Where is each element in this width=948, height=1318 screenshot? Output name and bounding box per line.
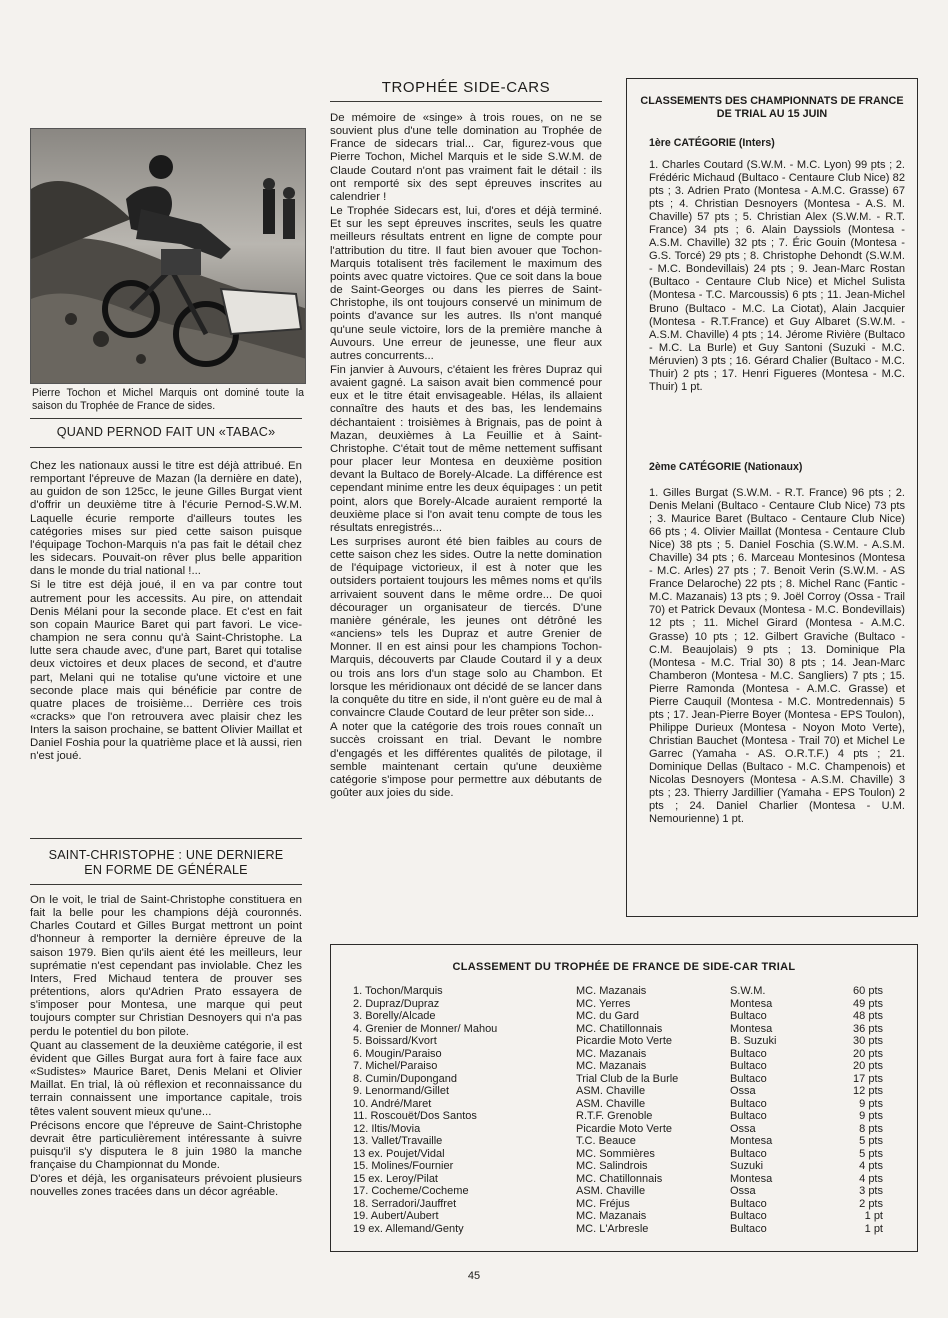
club-cell: MC. Yerres — [576, 997, 631, 1010]
points-cell: 20 pts — [853, 1047, 883, 1060]
category-2-results: 1. Gilles Burgat (S.W.M. - R.T. France) 96 pts ; 2. Denis Melani (Bultaco - Centaure Club Nice) 73 pts ; 3. Maurice Baret (Bultaco - Centaure Club Nice) 66 pts ; 4. Olivier Maillat (Montesa - Centaure Club Nice) 38 pts ; 5. Daniel Foschia (S.W.M. - A.S.M. Chaville) 34 pts ; 6. Marceau Montesinos (Montesa - M.C. Arles) 27 pts ; 7. Benoit Verin (S.W.M. - AS France Delaroche) 22 pts ; 8. Michel Ranc (Fantic - M.C. Mazanais) 13 pts ; 9. Joël Corroy (Ossa - Trail 70) et Patrick Devaux (Montesa - M.C. Bondevillais) 12 pts ; 11. Michel Girard (Montesa - A.M.C. Grasse) 10 pts ; 12. Gilbert Graviche (Bultaco - C.M. Beaujolais) 9 pts ; 13. Dominique Pla (Montesa - M.C. Trial 30) 8 pts ; 14. Jean-Marc Chamberon (Montesa - M.C. Sangliers) 7 pts ; 15. Pierre Ramonda (Montesa - A.M.C. Grasse) et Pierre Cauquil (Montesa - M.C. Montredennais) 5 pts ; 17. Jean-Pierre Boyer (Montesa - EPS Toulon), Philippe Durieux (Montesa - Noyon Moto Verte), Christian Bauchet (Montesa - Trail 70) et Michel Le Garrec (Yamaha - AS. O.R.T.F.) 4 pts ; 21. Dominique Dellas (Bultaco - M.C. Champenois) et Nicolas Desnoyers (Montesa - A.S.M. Chaville) 3 pts ; 23. Thierry Jardillier (Yamaha - EPS Toulon) 2 pts ; 24. Daniel Charlier (Montesa - U.M. Nemourienne) 1 pt. — [649, 487, 905, 826]
club-cell: T.C. Beauce — [576, 1135, 636, 1147]
saint-christophe-article — [30, 894, 302, 1200]
points-cell: 2 pts — [859, 1197, 883, 1210]
points-cell: 4 pts — [859, 1160, 883, 1172]
club-cell: ASM. Chaville — [576, 1097, 646, 1110]
club-cell: MC. Salindrois — [576, 1160, 648, 1172]
sidecar-paragraph: Le Trophée Sidecars est, lui, d'ores et déjà terminé. Et sur les sept épreuves inscrites, seuls les quatre meilleurs résultats entrent en ligne de compte pour l'attribution du titre. Il faut bien avouer que Tochon-Marquis totalisent très facilement le maximum des points avec quatre victoires. Que ce soit dans la boue de Saint-Georges ou dans les pierres de Saint-Christophe, ils ont toujours conservé un minimum de points d'avance sur les autres. Ils n'ont manqué qu'une seule victoire, lors de la première manche à Auvours. Une erreur de jeunesse, une fleur aux autres concurrents... — [330, 205, 602, 362]
make-cell: Montesa — [730, 1022, 773, 1035]
table-row — [353, 1123, 883, 1136]
table-row — [353, 1173, 883, 1186]
club-cell: Picardie Moto Verte — [576, 1035, 672, 1047]
crew-cell: 8. Cumin/Dupongand — [353, 1072, 457, 1085]
club-cell: ASM. Chaville — [576, 1185, 646, 1197]
divider — [30, 838, 302, 839]
crew-cell: 2. Dupraz/Dupraz — [353, 997, 440, 1010]
crew-cell: 15. Molines/Fournier — [353, 1160, 454, 1172]
make-cell: Bultaco — [730, 1047, 767, 1060]
divider — [30, 418, 302, 419]
table-row — [353, 1085, 883, 1098]
crew-cell: 5. Boissard/Kvort — [353, 1035, 437, 1047]
divider — [330, 101, 602, 102]
table-row — [353, 1098, 883, 1111]
table-row — [353, 1035, 883, 1048]
make-cell: Bultaco — [730, 1072, 767, 1085]
make-cell: Bultaco — [730, 1097, 767, 1110]
make-cell: Bultaco — [730, 1210, 767, 1222]
sidecar-paragraph: Les surprises auront été bien faibles au cours de cette saison chez les sides. Outre la nette domination de l'équipage victorieux, il est à noter que les outsiders portaient toujours les mêmes noms et qu'ils arrivaient souvent dans le même ordre... De quoi décourager un organisateur de tiercés. D'une manière générale, les jeunes ont détrôné les «anciens» tels les Dupraz et autre Grenier de Monner. Il en est ainsi pour les champions Tochon-Marquis, découverts par Claude Coutard il y a deux ou trois ans lors d'un stage solo au Chambon. Et lorsque les méridionaux ont décidé de se lancer dans la conquête du titre en side, il n'ont guère eu de mal à convaincre Claude Coutard de leur prêter son side... — [330, 536, 602, 720]
saint-christophe-title — [30, 848, 302, 878]
photo-caption: Pierre Tochon et Michel Marquis ont dominé toute la saison du Trophée de France de sides. — [32, 387, 304, 412]
make-cell: Ossa — [730, 1085, 756, 1097]
make-cell: Montesa — [730, 1135, 773, 1147]
club-cell: Trial Club de la Burle — [576, 1072, 679, 1085]
club-cell: R.T.F. Grenoble — [576, 1110, 653, 1122]
points-cell: 5 pts — [859, 1147, 883, 1160]
points-cell: 60 pts — [853, 985, 883, 997]
crew-cell: 18. Serradori/Jauffret — [353, 1197, 457, 1210]
sidecar-standings-box — [330, 944, 918, 1252]
table-row — [353, 1060, 883, 1073]
table-row — [353, 985, 883, 998]
crew-cell: 13. Vallet/Travaille — [353, 1135, 443, 1147]
points-cell: 36 pts — [853, 1022, 883, 1035]
category-1-title: 1ère CATÉGORIE (Inters) — [649, 137, 775, 149]
points-cell: 49 pts — [853, 997, 883, 1010]
divider — [30, 447, 302, 448]
pernod-paragraph: Chez les nationaux aussi le titre est déjà attribué. En remportant l'épreuve de Mazan (la dernière en date), au guidon de son 125cc, le jeune Gilles Burgat vient d'offrir un deuxième titre à l'écurie Pernod-S.W.M. Laquelle écurie remporte d'ailleurs toutes les catégories mises sur pied cette saison puisque l'équipage Tochon-Marquis n'a pas fait le détail chez les sidecars. Pouvait-on rêver plus belle apparition dans le monde du trial national !... — [30, 460, 302, 578]
crew-cell: 11. Roscouët/Dos Santos — [353, 1110, 477, 1122]
points-cell: 12 pts — [853, 1085, 883, 1097]
table-row — [353, 1198, 883, 1211]
category-2-title: 2ème CATÉGORIE (Nationaux) — [649, 461, 803, 473]
saint-christophe-title-line2: EN FORME DE GÉNÉRALE — [84, 863, 248, 877]
points-cell: 9 pts — [859, 1097, 883, 1110]
crew-cell: 15 ex. Leroy/Pilat — [353, 1172, 438, 1185]
table-row — [353, 1135, 883, 1148]
crew-cell: 17. Cocheme/Cocheme — [353, 1185, 469, 1197]
points-cell: 30 pts — [853, 1035, 883, 1047]
club-cell: MC. Mazanais — [576, 985, 647, 997]
club-cell: MC. Mazanais — [576, 1047, 647, 1060]
club-cell: MC. Mazanais — [576, 1060, 647, 1072]
make-cell: Suzuki — [730, 1160, 764, 1172]
club-cell: ASM. Chaville — [576, 1085, 646, 1097]
club-cell: MC. Mazanais — [576, 1210, 647, 1222]
crew-cell: 1. Tochon/Marquis — [353, 985, 443, 997]
make-cell: Montesa — [730, 1172, 773, 1185]
table-row — [353, 1010, 883, 1023]
make-cell: Bultaco — [730, 1147, 767, 1160]
make-cell: Montesa — [730, 997, 773, 1010]
points-cell: 9 pts — [859, 1110, 883, 1122]
crew-cell: 9. Lenormand/Gillet — [353, 1085, 449, 1097]
saint-christophe-title-line1: SAINT-CHRISTOPHE : UNE DERNIERE — [48, 848, 284, 862]
points-cell: 5 pts — [859, 1135, 883, 1147]
table-row — [353, 1148, 883, 1161]
pernod-paragraph: Si le titre est déjà joué, il en va par contre tout autrement pour les accessits. Au pire, on attendait Denis Mélani pour la seconde place. Et c'est en fait son copain Maurice Baret qui part favori. Le vice-champion ne sera connu qu'à Saint-Christophe. La lutte sera chaude avec, d'une part, Baret qui totalise deux victoires et deux places de second, et d'autre part, Melani qui ne totalise qu'une victoire et une seconde place mais qui bénéficie par contre de quatre places de troisième... Derrière ces trois «cracks» que l'on retrouvera avec plaisir chez les Inters la saison prochaine, se battent Olivier Maillat et Daniel Foshia pour la quatrième place et là aussi, rien n'est joué. — [30, 579, 302, 763]
crew-cell: 19. Aubert/Aubert — [353, 1210, 439, 1222]
crew-cell: 10. André/Maret — [353, 1097, 432, 1110]
saint-christophe-paragraph: Précisons encore que l'épreuve de Saint-Christophe devrait être particulièrement intéressante à suivre puisqu'il s'y disputera le 8 juin 1980 la manche française du Championnat du Monde. — [30, 1119, 302, 1172]
table-row — [353, 1223, 883, 1236]
sidecar-article — [330, 112, 602, 800]
club-cell: Picardie Moto Verte — [576, 1122, 672, 1135]
table-row — [353, 1185, 883, 1198]
saint-christophe-paragraph: On le voit, le trial de Saint-Christophe constituera en fait la belle pour les champions déjà couronnés. Charles Coutard et Gilles Burgat mettront un point d'honneur à remporter la dernière épreuve de la saison 1979. Bien qu'ils aient été les meilleurs, leur suprématie n'est cependant pas inviolable. Chez les Inters, Fred Michaud tentera de prouver ses prétentions, alors qu'Adrien Prato essayera de s'imposer pour Montesa, une marque qui peut toujours compter sur Christian Desnoyers qui n'a pas perdu le potentiel du bon pilote. — [30, 894, 302, 1038]
sidecar-standings-table — [353, 985, 883, 1235]
table-row — [353, 1073, 883, 1086]
points-cell: 1 pt — [864, 1210, 883, 1222]
club-cell: MC. Sommières — [576, 1147, 655, 1160]
points-cell: 48 pts — [853, 1010, 883, 1022]
table-row — [353, 1160, 883, 1173]
make-cell: S.W.M. — [730, 985, 766, 997]
table-row — [353, 1210, 883, 1223]
saint-christophe-paragraph: Quant au classement de la deuxième catégorie, il est évident que Gilles Burgat aura fort à faire face aux «Sudistes» Maurice Baret, Denis Melani et Olivier Maillat. En trial, là où réflexion et reconnaissance du terrain connaissent une importance capitale, trois têtes valent souvent mieux qu'une... — [30, 1039, 302, 1118]
championship-standings-box — [626, 78, 918, 917]
club-cell: MC. Chatillonnais — [576, 1172, 663, 1185]
crew-cell: 3. Borelly/Alcade — [353, 1010, 436, 1022]
sidecar-paragraph: A noter que la catégorie des trois roues connaît un succès croissant en trial. Devant le nombre d'engagés et les différentes qualités de pilotage, il semble maintenant certain qu'une deuxième catégorie s'impose pour permettre aux débutants de goûter aux joies du side. — [330, 721, 602, 799]
sidecar-photo-image — [31, 129, 306, 384]
club-cell: MC. Fréjus — [576, 1197, 630, 1210]
make-cell: Bultaco — [730, 1197, 767, 1210]
table-row — [353, 1023, 883, 1036]
points-cell: 8 pts — [859, 1122, 883, 1135]
championship-title: CLASSEMENTS DES CHAMPIONNATS DE FRANCE DE TRIAL AU 15 JUIN — [640, 95, 904, 120]
make-cell: B. Suzuki — [730, 1035, 777, 1047]
make-cell: Bultaco — [730, 1060, 767, 1072]
pernod-article — [30, 460, 302, 764]
crew-cell: 7. Michel/Paraiso — [353, 1060, 438, 1072]
table-row — [353, 1110, 883, 1123]
table-row — [353, 1048, 883, 1061]
crew-cell: 4. Grenier de Monner/ Mahou — [353, 1022, 498, 1035]
sidecar-paragraph: De mémoire de «singe» à trois roues, on ne se souvient plus d'une telle domination au Trophée de France de sidecars trial... Car, figurez-vous que Pierre Tochon, Michel Marquis et le side S.W.M. de Claude Coutard n'ont pas vraiment fait le détail : ils ont remporté six des sept épreuves inscrites au calendrier ! — [330, 112, 602, 203]
club-cell: MC. du Gard — [576, 1010, 639, 1022]
table-row — [353, 998, 883, 1011]
points-cell: 4 pts — [859, 1172, 883, 1185]
pernod-title: QUAND PERNOD FAIT UN «TABAC» — [56, 425, 276, 439]
sidecar-title: TROPHÉE SIDE-CARS — [381, 79, 551, 96]
make-cell: Bultaco — [730, 1222, 767, 1235]
points-cell: 17 pts — [853, 1072, 883, 1085]
sidecar-table-title: CLASSEMENT DU TROPHÉE DE FRANCE DE SIDE-CAR TRIAL — [452, 961, 796, 973]
crew-cell: 13 ex. Poujet/Vidal — [353, 1147, 445, 1160]
make-cell: Bultaco — [730, 1010, 767, 1022]
club-cell: MC. L'Arbresle — [576, 1222, 649, 1235]
divider — [30, 884, 302, 885]
saint-christophe-paragraph: D'ores et déjà, les organisateurs prévoient plusieurs nouvelles zones tracées dans un décor agréable. — [30, 1173, 302, 1199]
points-cell: 20 pts — [853, 1060, 883, 1072]
points-cell: 3 pts — [859, 1185, 883, 1197]
crew-cell: 19 ex. Allemand/Genty — [353, 1222, 464, 1235]
make-cell: Ossa — [730, 1185, 756, 1197]
category-1-results: 1. Charles Coutard (S.W.M. - M.C. Lyon) 99 pts ; 2. Frédéric Michaud (Bultaco - Centaure Club Nice) 82 pts ; 3. Adrien Prato (Montesa - A.M.C. Grasse) 67 pts ; 4. Christian Desnoyers (Montesa - A.S. M. Chaville) 57 pts ; 5. Christian Alex (S.W.M. - R.T. France) 34 pts ; 6. Alain Dayssiols (Montesa - A.S.M. Chaville) 32 pts ; 7. Éric Gouin (Montesa - G.S. Torcé) 29 pts ; 8. Christophe Dehondt (S.W.M. - M.C. Bondevillais) 24 pts ; 9. Jean-Marc Rostan (Bultaco - Centaure Club Nice) et Michel Sulista (Montesa - T.C. Marcoussis) 6 pts ; 11. Jean-Michel Bruno (Bultaco - M.C. La Ciotat), Alain Jacquier (Montesa - R.T.France) et Guy Albaret (S.W.M. - A.S.M. Chaville) 4 pts ; 14. Jérome Rivière (Bultaco - M.C. La Burle) et Guy Santoni (Suzuki - M.C. Méruvien) 3 pts ; 16. Gérard Chalier (Bultaco - M.C. Thuir) 2 pts ; 17. Henri Figueres (Montesa - M.C. Thuir) 1 pt. — [649, 159, 905, 393]
sidecar-photo — [30, 128, 306, 384]
make-cell: Bultaco — [730, 1110, 767, 1122]
sidecar-paragraph: Fin janvier à Auvours, c'étaient les frères Dupraz qui avaient gagné. La saison avait bien commencé pour eux et le titre était envisageable. Hélas, ils allaient connaître des hauts et des bas, les lendemains déchantaient : troisièmes à Brignais, pas de point à Mazan, deuxièmes à La Feuillie et à Saint-Christophe. C'était tout de même nettement suffisant pour placer leur Montesa en deuxième position devant la Bultaco de Borely-Alcade. La différence est cependant minime entre les deux équipages : un petit point, alors que Borely-Alcade auraient remporté la deuxième place si l'on avait tenu compte de tous les résultats enregistrés... — [330, 363, 602, 534]
club-cell: MC. Chatillonnais — [576, 1022, 663, 1035]
crew-cell: 12. Iltis/Movia — [353, 1122, 421, 1135]
make-cell: Ossa — [730, 1122, 756, 1135]
points-cell: 1 pt — [864, 1222, 883, 1235]
crew-cell: 6. Mougin/Paraiso — [353, 1047, 442, 1060]
page-number: 45 — [467, 1270, 481, 1282]
